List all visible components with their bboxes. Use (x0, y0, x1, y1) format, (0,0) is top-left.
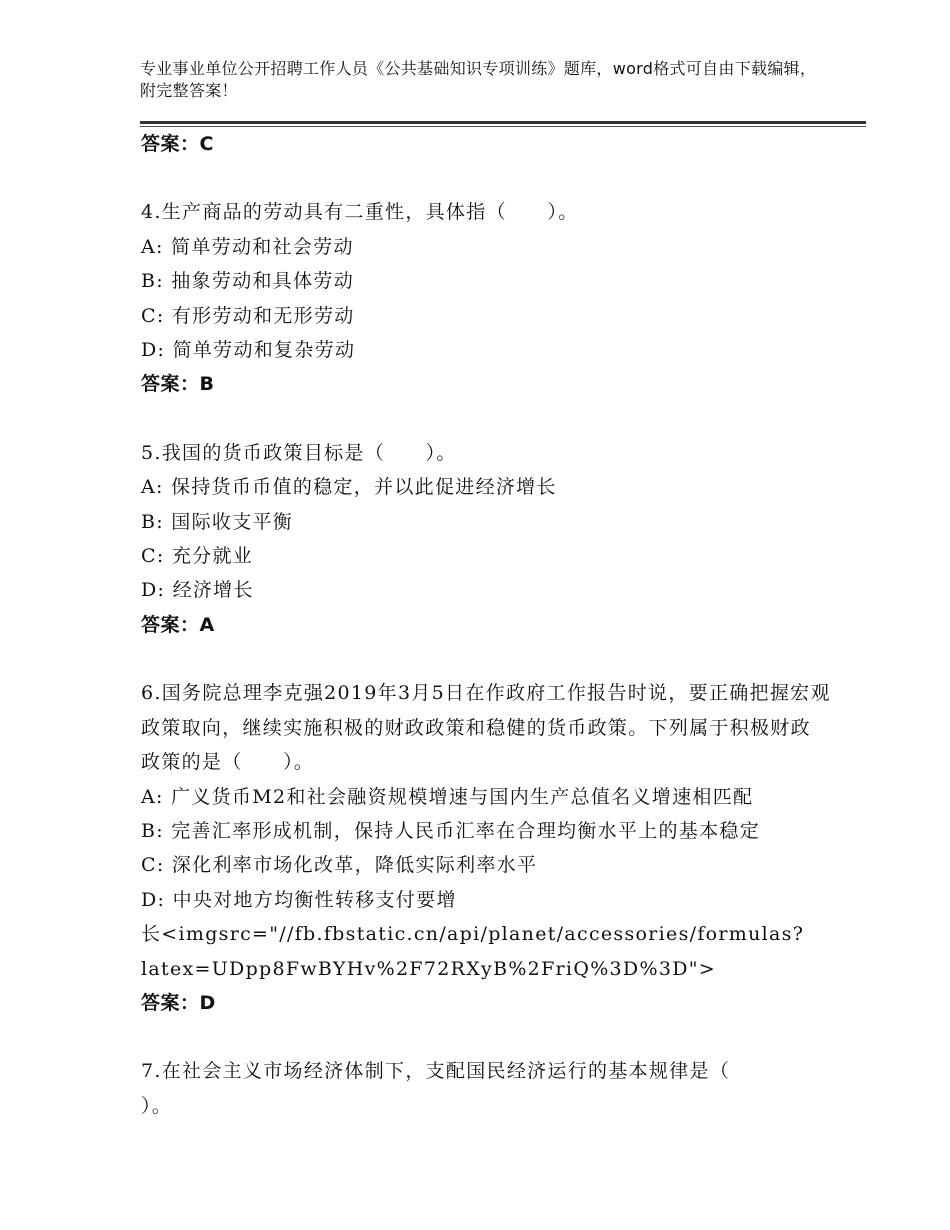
spacer (141, 161, 831, 195)
answer-line: 答案：C (141, 133, 214, 155)
option-d: D: 经济增长 (141, 579, 254, 602)
spacer (141, 402, 831, 436)
option-a: A: 简单劳动和社会劳动 (141, 235, 354, 258)
option-a: A: 保持货币币值的稳定，并以此促进经济增长 (141, 476, 557, 499)
option-b: B: 抽象劳动和具体劳动 (141, 270, 355, 293)
answer-line: 答案：D (141, 991, 216, 1014)
question-text-continuation: ）。 (141, 1094, 173, 1117)
spacer (141, 642, 831, 676)
question-text: 5.我国的货币政策目标是（ ）。 (141, 441, 457, 464)
question-text: 7.在社会主义市场经济体制下，支配国民经济运行的基本规律是（ (141, 1060, 731, 1083)
spacer (141, 1020, 831, 1054)
question-block-4 (141, 195, 831, 401)
question-block-5 (141, 436, 831, 642)
answer-line: 答案：A (141, 613, 215, 636)
option-d-continuation: latex=UDpp8FwBYHv%2F72RXyB%2FriQ%3D%3D"> (141, 957, 717, 980)
option-c: C: 充分就业 (141, 545, 254, 568)
option-d: D: 简单劳动和复杂劳动 (141, 339, 356, 362)
option-c: C: 有形劳动和无形劳动 (141, 304, 355, 327)
option-d-continuation: 长<imgsrc="//fb.fbstatic.cn/api/planet/accessories/formulas? (141, 923, 805, 946)
option-d: D: 中央对地方均衡性转移支付要增 (141, 888, 457, 911)
question-block-6 (141, 676, 831, 1020)
answer-line: 答案：B (141, 373, 215, 396)
question-text: 6.国务院总理李克强2019年3月5日在作政府工作报告时说，要正确把握宏观政策取向，继续实施积极的财政政策和稳健的货币政策。下列属于积极财政政策的是（ ）。 (141, 682, 831, 774)
option-b: B: 完善汇率形成机制，保持人民币汇率在合理均衡水平上的基本稳定 (141, 819, 761, 842)
document-header: 专业事业单位公开招聘工作人员《公共基础知识专项训练》题库，word格式可自由下载编辑，附完整答案！ (140, 59, 817, 100)
option-a: A: 广义货币M2和社会融资规模增速与国内生产总值名义增速相匹配 (141, 785, 754, 808)
option-b: B: 国际收支平衡 (141, 510, 294, 533)
question-list (141, 127, 831, 1123)
question-text: 4.生产商品的劳动具有二重性，具体指（ ）。 (141, 201, 579, 224)
option-c: C: 深化利率市场化改革，降低实际利率水平 (141, 854, 538, 877)
header-rule-thick (140, 121, 866, 124)
question-block-7 (141, 1054, 831, 1123)
